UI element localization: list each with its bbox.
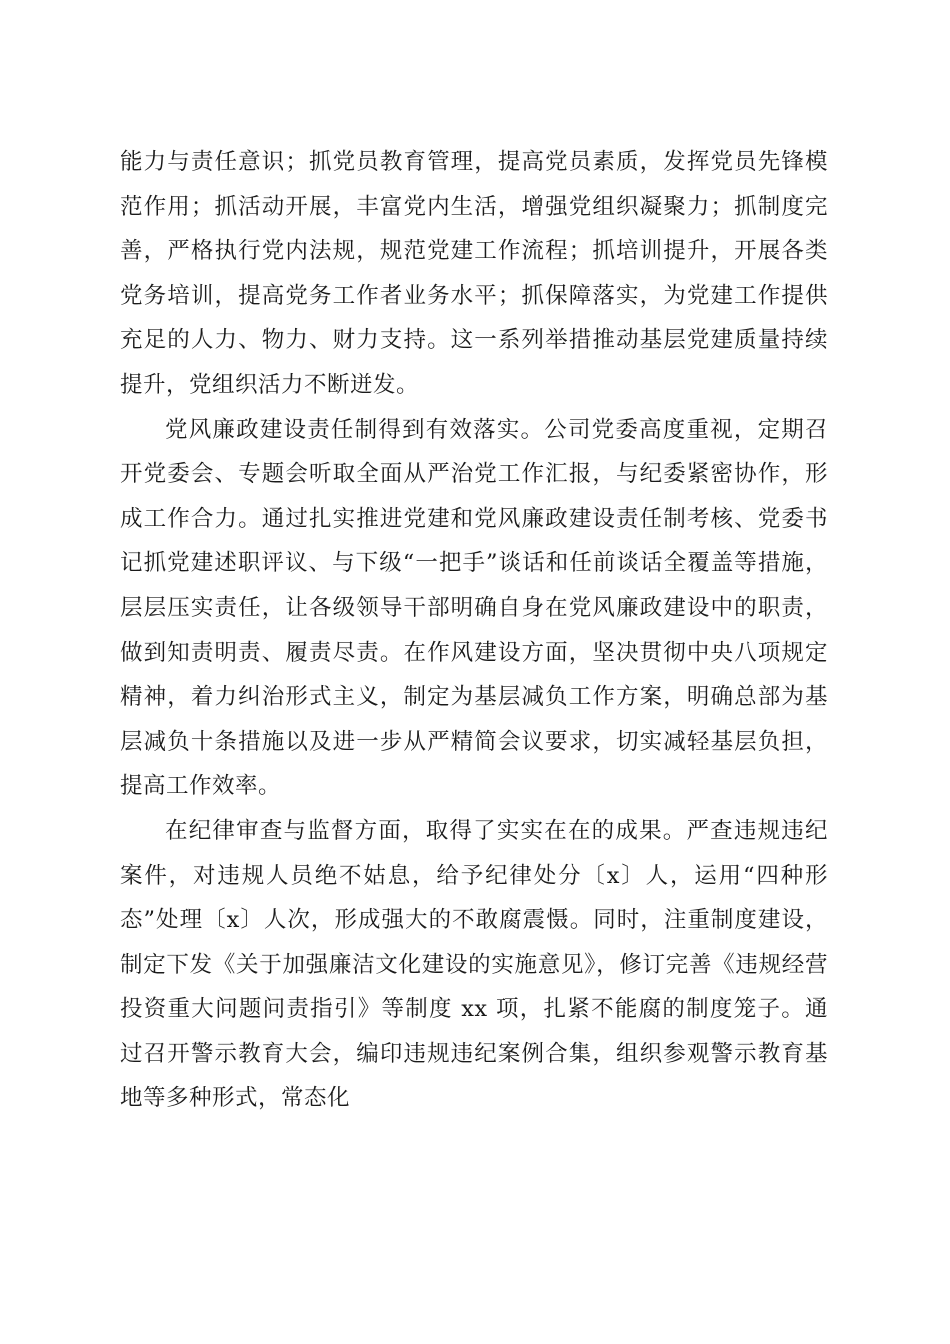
paragraph-1: 能力与责任意识；抓党员教育管理，提高党员素质，发挥党员先锋模范作用；抓活动开展，丰富党内生活，增强党组织凝聚力；抓制度完善，严格执行党内法规，规范党建工作流程；抓培训提升，开展各类党务培训，提高党务工作者业务水平；抓保障落实，为党建工作提供充足的人力、物力、财力支持。这一系列举措推动基层党建质量持续提升，党组织活力不断迸发。: [120, 149, 828, 398]
document-page: [120, 140, 828, 1121]
paragraph-2: 党风廉政建设责任制得到有效落实。公司党委高度重视，定期召开党委会、专题会听取全面从严治党工作汇报，与纪委紧密协作，形成工作合力。通过扎实推进党建和党风廉政建设责任制考核、党委书记抓党建述职评议、与下级“一把手”谈话和任前谈话全覆盖等措施，层层压实责任，让各级领导干部明确自身在党风廉政建设中的职责，做到知责明责、履责尽责。在作风建设方面，坚决贯彻中央八项规定精神，着力纠治形式主义，制定为基层减负工作方案，明确总部为基层减负十条措施以及进一步从严精简会议要求，切实减轻基层负担，提高工作效率。: [120, 416, 828, 800]
paragraph-3: 在纪律审查与监督方面，取得了实实在在的成果。严查违规违纪案件，对违规人员绝不姑息，给予纪律处分〔x〕人，运用“四种形态”处理〔x〕人次，形成强大的不敢腐震慑。同时，注重制度建设，制定下发《关于加强廉洁文化建设的实施意见》，修订完善《违规经营投资重大问题问责指引》等制度 xx 项，扎紧不能腐的制度笼子。通过召开警示教育大会，编印违规违纪案例合集，组织参观警示教育基地等多种形式，常态化: [120, 817, 828, 1112]
